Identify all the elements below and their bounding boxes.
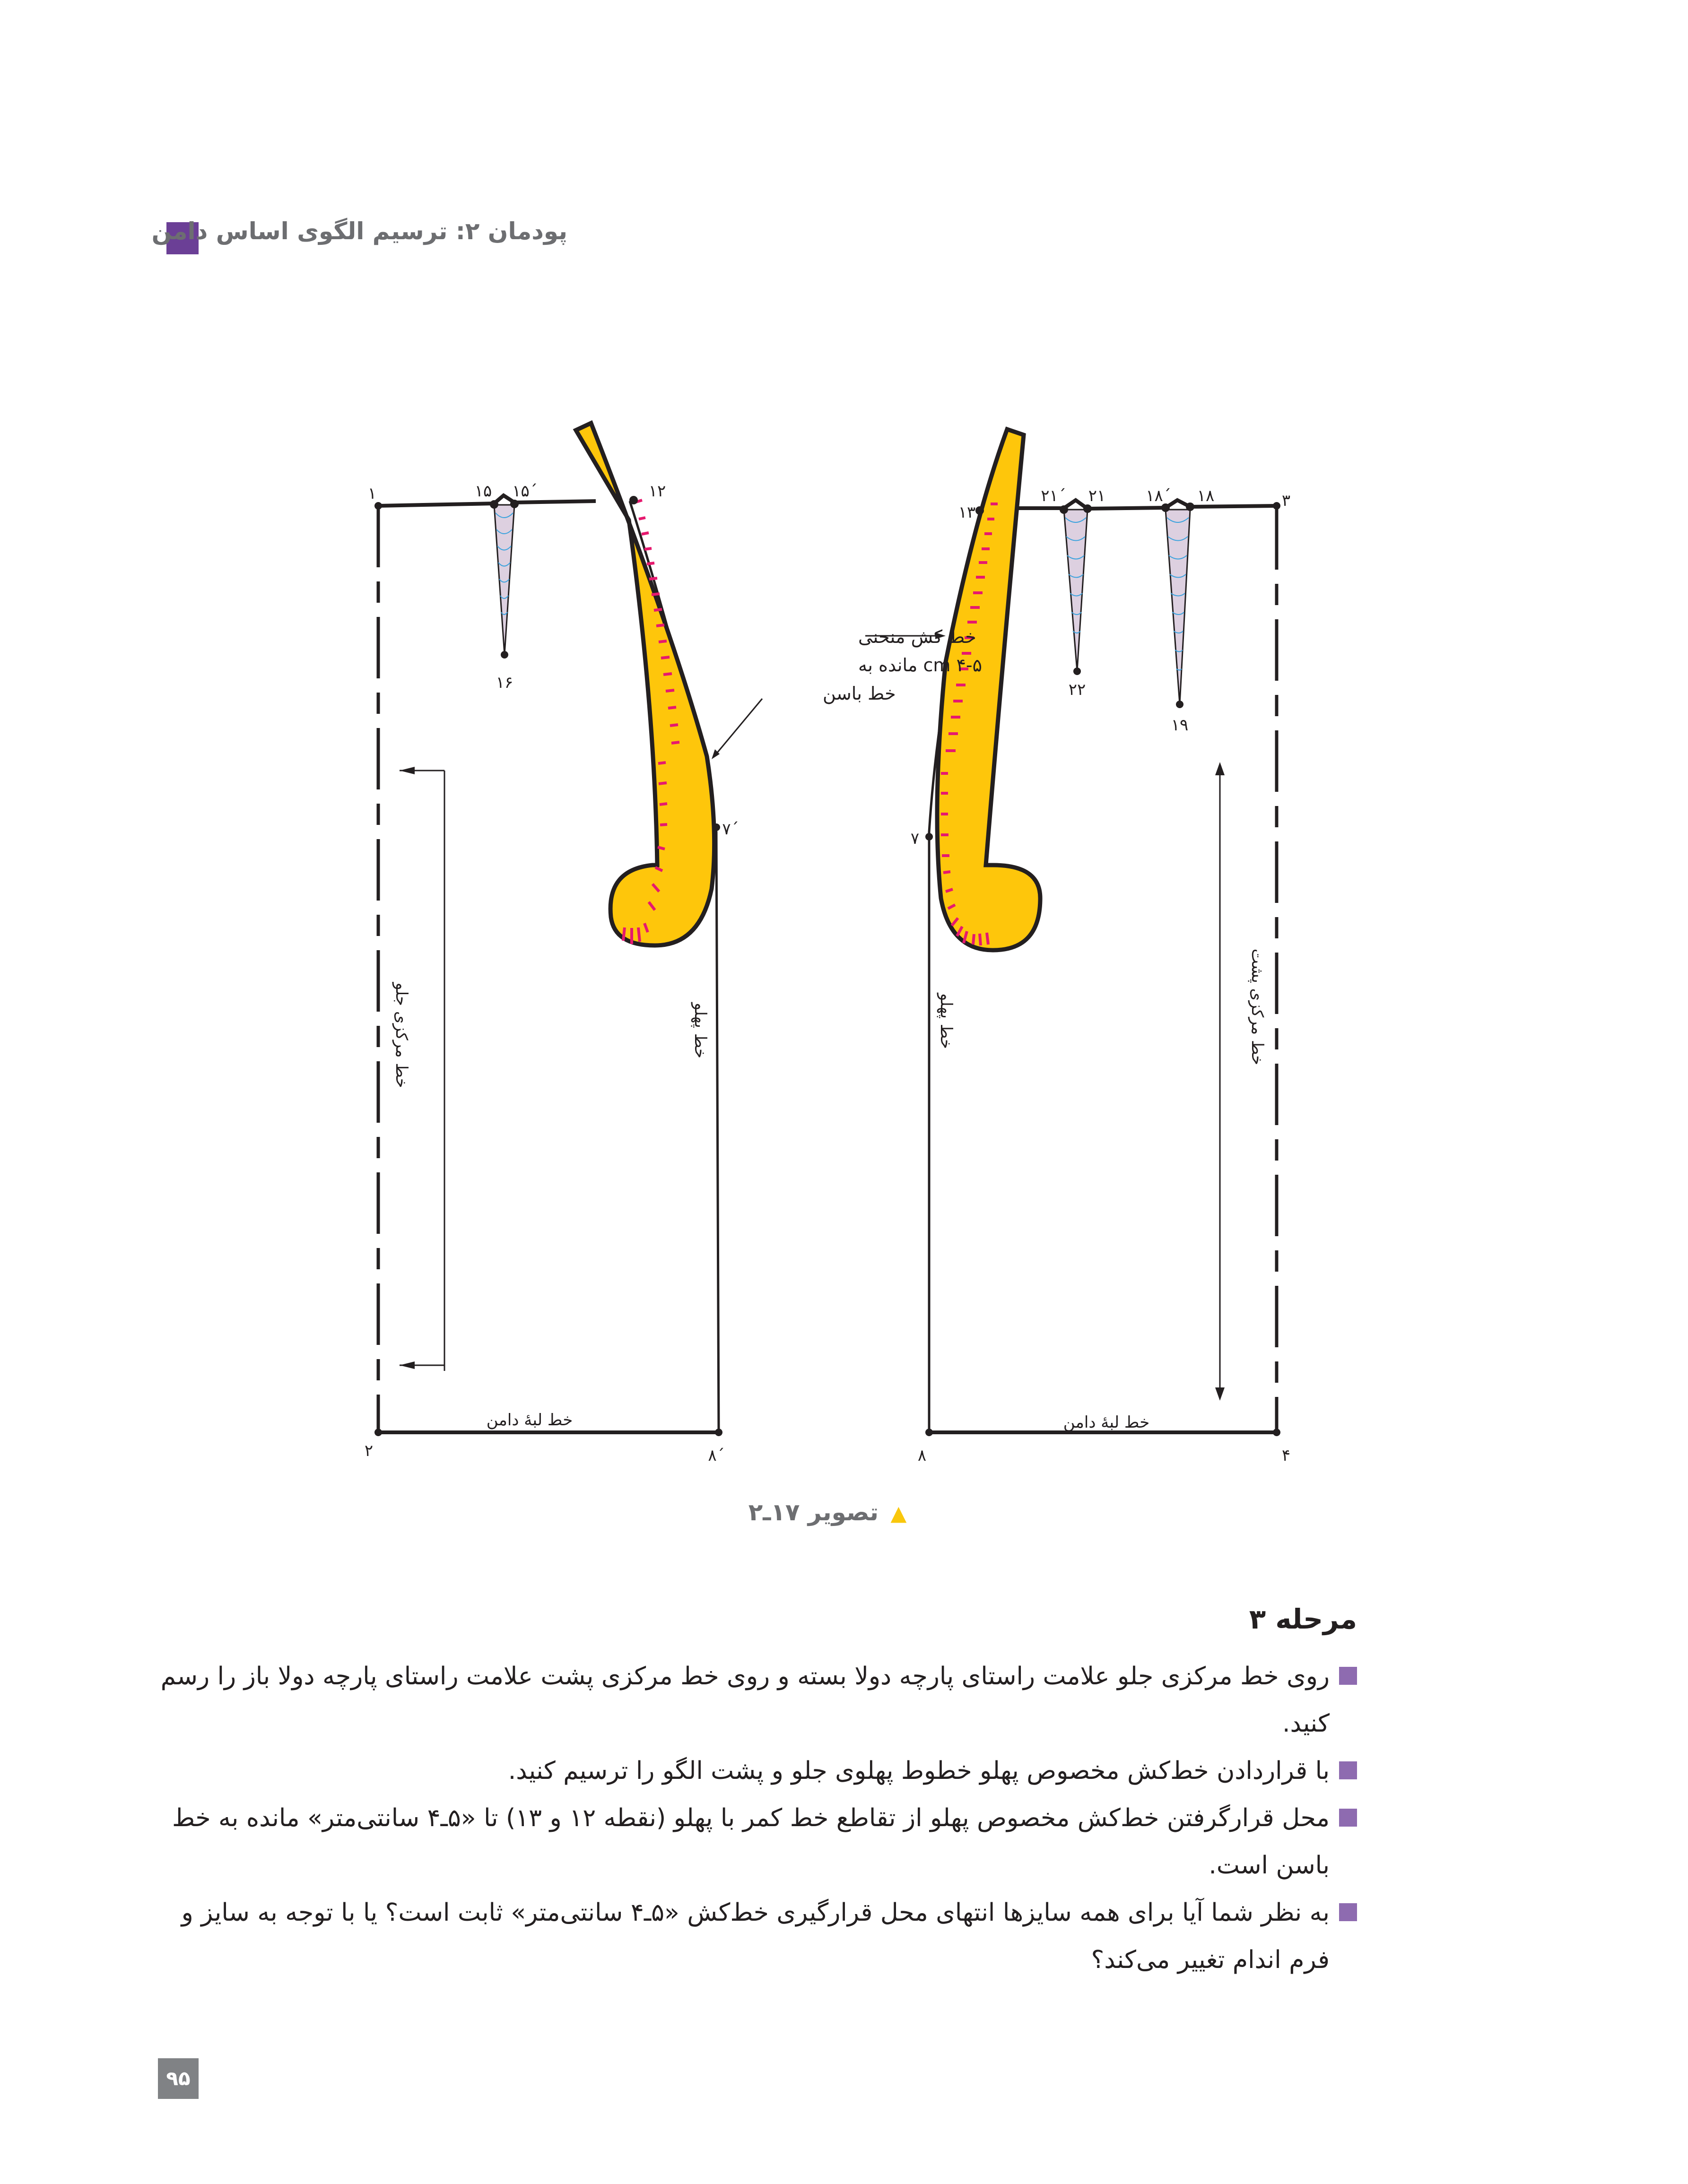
back-dart-2 (1166, 510, 1190, 704)
bullet-item (156, 1747, 1357, 1794)
arrow-head-icon (400, 1361, 415, 1369)
point-label: ۷ (910, 829, 920, 848)
back-pattern (712, 429, 1290, 1465)
front-dart (494, 505, 514, 655)
point-label: ۷΄ (722, 820, 739, 839)
bullet-item (156, 1653, 1357, 1747)
bullet-text: به نظر شما آیا برای همه سایزها انتهای محل قرارگیری خط‌کش «۵ـ۴ سانتی‌متر» ثابت است؟ یا با توجه به سایز و فرم اندام تغییر می‌کند؟ (181, 1898, 1330, 1974)
front-curved-ruler (576, 423, 714, 945)
annotation-line-2: ۴-۵ cm مانده به (858, 655, 983, 676)
back-dart-1 (1064, 510, 1088, 671)
triangle-marker-icon: ▲ (890, 1501, 907, 1525)
bullet-item (156, 1889, 1357, 1984)
point-label: ۸ (917, 1446, 927, 1465)
point-label: ۲۱ (1088, 486, 1106, 505)
annotation-line-1: خط کش منحنی (858, 626, 976, 647)
bullet-square-icon (1339, 1809, 1357, 1827)
point-label: ۲۱΄ (1041, 486, 1066, 505)
back-side-label: خط پهلو (937, 993, 956, 1049)
arrow-head-icon (400, 767, 415, 774)
point-label: ۱ (367, 484, 377, 503)
point-label: ۱۳ (958, 503, 976, 522)
point-label: ۱۵ (474, 482, 492, 501)
arrow-up-icon (1215, 762, 1225, 775)
caption-text: تصویر ۱۷ـ۲ (748, 1499, 879, 1526)
section-title: مرحله ۳ (1249, 1603, 1357, 1635)
point-label: ۳ (1281, 491, 1291, 510)
annotation-line-3: خط باسن (823, 683, 896, 704)
bullet-text: با قراردادن خط‌کش مخصوص پهلو خطوط پهلوی جلو و پشت الگو را ترسیم کنید. (508, 1757, 1330, 1785)
annotation-pointer (715, 699, 762, 755)
bullet-text: محل قرارگرفتن خط‌کش مخصوص پهلو از تقاطع خط کمر با پهلو (نقطه ۱۲ و ۱۳) تا «۵ـ۴ سانتی‌متر» مانده به خط باسن است. (172, 1804, 1330, 1880)
front-hem-label: خط لبهٔ دامن (486, 1411, 573, 1430)
bullet-square-icon (1339, 1761, 1357, 1779)
bullet-item (156, 1794, 1357, 1889)
front-pattern (365, 423, 739, 1465)
back-center-label: خط مرکزی پشت (1248, 948, 1267, 1066)
point-label: ۱۸΄ (1146, 486, 1171, 505)
bullet-square-icon (1339, 1903, 1357, 1921)
back-hem-label: خط لبهٔ دامن (1063, 1413, 1150, 1432)
front-center-label: خط مرکزی جلو (392, 982, 411, 1088)
point-label: ۲ (364, 1441, 374, 1460)
bullet-square-icon (1339, 1667, 1357, 1685)
module-title: پودمان ۲: ترسیم الگوی اساس دامن (151, 217, 567, 245)
point-label: ۲۲ (1068, 680, 1086, 699)
point-label: ۱۲ (648, 482, 666, 501)
front-side-label: خط پهلو (691, 1002, 710, 1059)
point-label: ۱۵΄ (512, 482, 538, 501)
page-number: ۹۵ (158, 2058, 199, 2099)
point-label: ۱۸ (1197, 486, 1215, 505)
point-label: ۱۶ (496, 673, 513, 692)
bullet-text: روی خط مرکزی جلو علامت راستای پارچه دولا بسته و روی خط مرکزی پشت علامت راستای پارچه دولا باز را رسم کنید. (160, 1662, 1330, 1738)
point-label: ۱۹ (1171, 716, 1189, 735)
arrow-down-icon (1215, 1387, 1225, 1401)
figure-caption (709, 1499, 946, 1526)
step-section (156, 1598, 1357, 1984)
point-label: ۸΄ (708, 1446, 725, 1465)
point-label: ۴ (1281, 1446, 1291, 1465)
